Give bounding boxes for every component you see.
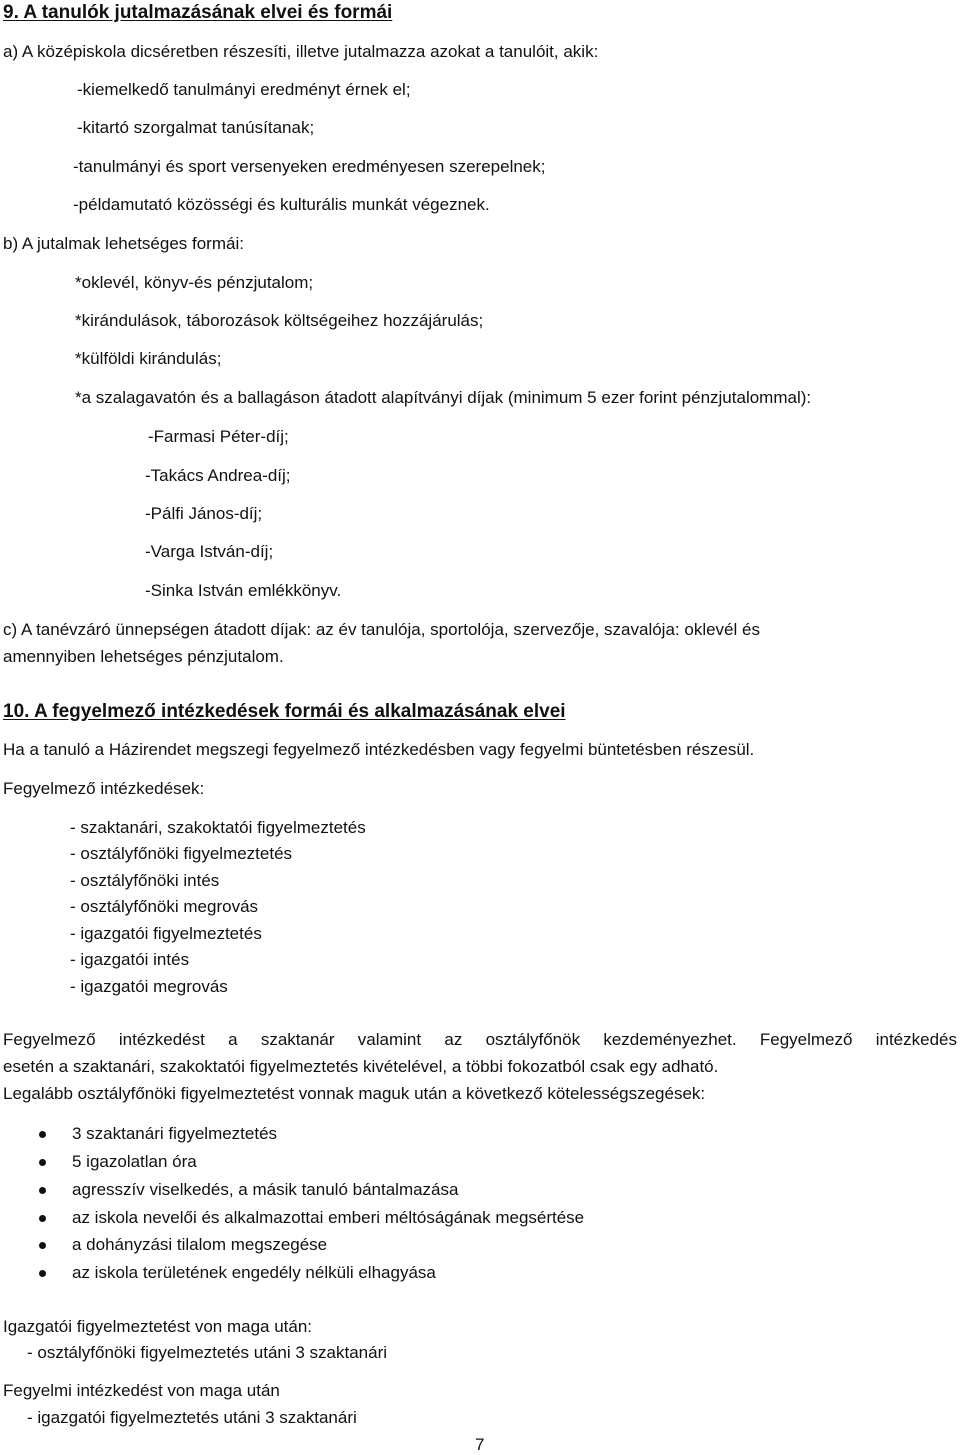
section-9-heading: 9. A tanulók jutalmazásának elvei és formái bbox=[3, 2, 393, 23]
page-number: 7 bbox=[475, 1435, 485, 1454]
prize-item: -Farmasi Péter-díj; bbox=[148, 427, 289, 446]
measure-item: - igazgatói megrovás bbox=[70, 977, 228, 996]
list-item: *kirándulások, táborozások költségeihez hozzájárulás; bbox=[75, 311, 484, 330]
section-9c-text: amennyiben lehetséges pénzjutalom. bbox=[3, 647, 284, 666]
section-10-heading: 10. A fegyelmező intézkedések formái és alkalmazásának elvei bbox=[3, 701, 566, 722]
principal-warning-label: Igazgatói figyelmeztetést von maga után: bbox=[3, 1317, 313, 1336]
measure-item: - igazgatói figyelmeztetés bbox=[70, 924, 262, 943]
offense-item: agresszív viselkedés, a másik tanuló bántalmazása bbox=[72, 1180, 459, 1199]
prize-item: -Takács Andrea-díj; bbox=[145, 466, 291, 485]
section-9b-intro: b) A jutalmak lehetséges formái: bbox=[3, 234, 244, 253]
section-9a-intro: a) A középiskola dicséretben részesíti, illetve jutalmazza azokat a tanulóit, akik: bbox=[3, 42, 599, 61]
prize-item: -Pálfi János-díj; bbox=[145, 504, 263, 523]
disciplinary-label: Fegyelmi intézkedést von maga után bbox=[3, 1381, 280, 1400]
prize-item: -Varga István-díj; bbox=[145, 542, 274, 561]
list-item: -kitartó szorgalmat tanúsítanak; bbox=[77, 118, 315, 137]
list-item: -kiemelkedő tanulmányi eredményt érnek el; bbox=[77, 80, 411, 99]
measure-item: - igazgatói intés bbox=[70, 950, 190, 969]
list-item: *külföldi kirándulás; bbox=[75, 349, 222, 368]
list-item: -példamutató közösségi és kulturális munkát végeznek. bbox=[73, 195, 490, 214]
offense-item: a dohányzási tilalom megszegése bbox=[72, 1235, 328, 1254]
list-item: *a szalagavatón és a ballagáson átadott alapítványi díjak (minimum 5 ezer forint pénzjutalommal): bbox=[75, 388, 812, 407]
list-item: *oklevél, könyv-és pénzjutalom; bbox=[75, 273, 314, 292]
measure-item: - osztályfőnöki intés bbox=[70, 871, 220, 890]
offense-item: az iskola nevelői és alkalmazottai emberi méltóságának megsértése bbox=[72, 1208, 585, 1227]
list-item: -tanulmányi és sport versenyeken eredményesen szerepelnek; bbox=[73, 157, 546, 176]
section-9c-text: c) A tanévzáró ünnepségen átadott díjak: az év tanulója, sportolója, szervezője, szavalója: oklevél és bbox=[3, 620, 760, 639]
measures-label: Fegyelmező intézkedések: bbox=[3, 779, 205, 798]
paragraph-line: Legalább osztályfőnöki figyelmeztetést vonnak maguk után a következő kötelességszegések: bbox=[3, 1084, 706, 1103]
measure-item: - osztályfőnöki megrovás bbox=[70, 897, 259, 916]
offense-item: az iskola területének engedély nélküli elhagyása bbox=[72, 1263, 436, 1282]
prize-item: -Sinka István emlékkönyv. bbox=[145, 581, 342, 600]
bullet-icon bbox=[39, 1159, 46, 1166]
disciplinary-item: - igazgatói figyelmeztetés utáni 3 szaktanári bbox=[27, 1408, 357, 1427]
offense-item: 5 igazolatlan óra bbox=[72, 1152, 197, 1171]
paragraph-line: Fegyelmező intézkedést a szaktanár valamint az osztályfőnök kezdeményezhet. Fegyelmező intézkedés bbox=[3, 1030, 957, 1049]
measure-item: - osztályfőnöki figyelmeztetés bbox=[70, 844, 293, 863]
bullet-icon bbox=[39, 1131, 46, 1138]
bullet-icon bbox=[39, 1215, 46, 1222]
measure-item: - szaktanári, szakoktatói figyelmeztetés bbox=[70, 818, 366, 837]
bullet-icon bbox=[39, 1187, 46, 1194]
offense-item: 3 szaktanári figyelmeztetés bbox=[72, 1124, 278, 1143]
paragraph-line: esetén a szaktanári, szakoktatói figyelmeztetés kivételével, a többi fokozatból csak egy adható. bbox=[3, 1057, 719, 1076]
section-10-intro: Ha a tanuló a Házirendet megszegi fegyelmező intézkedésben vagy fegyelmi büntetésben részesül. bbox=[3, 740, 755, 759]
bullet-icon bbox=[39, 1270, 46, 1277]
bullet-icon bbox=[39, 1242, 46, 1249]
principal-warning-item: - osztályfőnöki figyelmeztetés utáni 3 szaktanári bbox=[27, 1343, 388, 1362]
